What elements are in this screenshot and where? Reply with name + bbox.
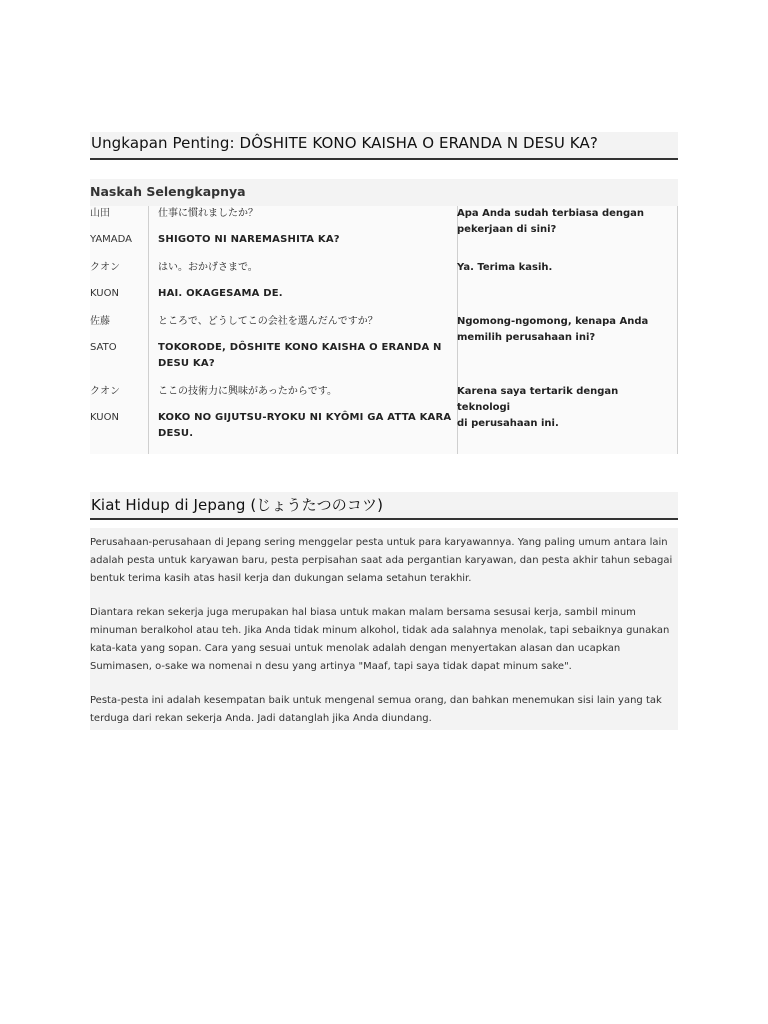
line-jp: ここの技術力に興味があったからです。 [158,386,337,397]
tips-section [90,492,678,732]
script-panel [90,179,678,454]
speaker-jp: クオン [90,262,120,273]
speaker-jp: 山田 [90,208,110,219]
line-romaji: KOKO NO GIJUTSU-RYOKU NI KYÔMI GA ATTA KARA [158,412,452,423]
line-romaji-continued: DESU. [158,428,194,439]
script-subheading: Naskah Selengkapnya [90,184,246,199]
speaker-jp: クオン [90,386,120,397]
phrase-heading: Ungkapan Penting: DÔSHITE KONO KAISHA O ERANDA N DESU KA? [91,134,598,152]
translation-line: di perusahaan ini. [457,418,559,429]
line-jp: はい。おかげさまで。 [158,262,258,273]
translation [457,260,669,276]
line-romaji-continued: DESU KA? [158,358,215,369]
line-romaji: TOKORODE, DÔSHITE KONO KAISHA O ERANDA N [158,342,442,353]
translation [457,314,669,346]
speaker-romaji: KUON [90,288,119,299]
line-jp: ところで、どうしてこの会社を選んだんですか？ [158,316,378,327]
tips-heading: Kiat Hidup di Jepang (じょうたつのコツ) [91,496,384,514]
translation [457,206,669,238]
dialogue-table [90,206,678,454]
speaker-romaji: YAMADA [90,234,133,245]
tips-paragraph: Pesta-pesta ini adalah kesempatan baik untuk mengenal semua orang, dan bahkan menemukan sisi lain yang tak terduga dari rekan sekerja Anda. Jadi datanglah jika Anda diundang. [90,695,662,724]
line-jp: 仕事に慣れましたか？ [158,208,258,219]
speaker-jp: 佐藤 [90,316,110,327]
phrase-heading-band [90,132,678,160]
line-romaji: SHIGOTO NI NAREMASHITA KA? [158,234,340,245]
speaker-romaji: SATO [90,342,117,353]
phrase-section [90,132,678,454]
translation-line: Karena saya tertarik dengan teknologi [457,386,619,413]
translation-line: Ngomong-ngomong, kenapa Anda [457,316,649,327]
speaker-romaji: KUON [90,412,119,423]
line-romaji: HAI. OKAGESAMA DE. [158,288,283,299]
tips-heading-band [90,492,678,520]
translation-line: Apa Anda sudah terbiasa dengan [457,208,645,219]
translation-line: memilih perusahaan ini? [457,332,596,343]
translation [457,384,669,432]
tips-body [90,528,678,730]
tips-paragraph: Perusahaan-perusahaan di Jepang sering menggelar pesta untuk para karyawannya. Yang paling umum antara lain adalah pesta untuk karyawan baru, pesta perpisahan saat ada pergantian karyawan, dan pesta akhir tahun sebagai bentuk terima kasih atas hasil kerja dan dukungan selama setahun terakhir. [90,537,673,584]
tips-paragraph: Diantara rekan sekerja juga merupakan hal biasa untuk makan malam bersama sesusai kerja, sambil minum minuman beralkohol atau teh. Jika Anda tidak minum alkohol, tidak ada salahnya menolak, tapi sebaiknya gunakan kata-kata yang sopan. Cara yang sesuai untuk menolak adalah dengan menyertakan alasan dan ucapkan Sumimasen, o-sake wa nomenai n desu yang artinya "Maaf, tapi saya tidak dapat minum sake". [90,607,670,672]
translation-line: Ya. Terima kasih. [457,262,553,273]
translation-line: pekerjaan di sini? [457,224,557,235]
